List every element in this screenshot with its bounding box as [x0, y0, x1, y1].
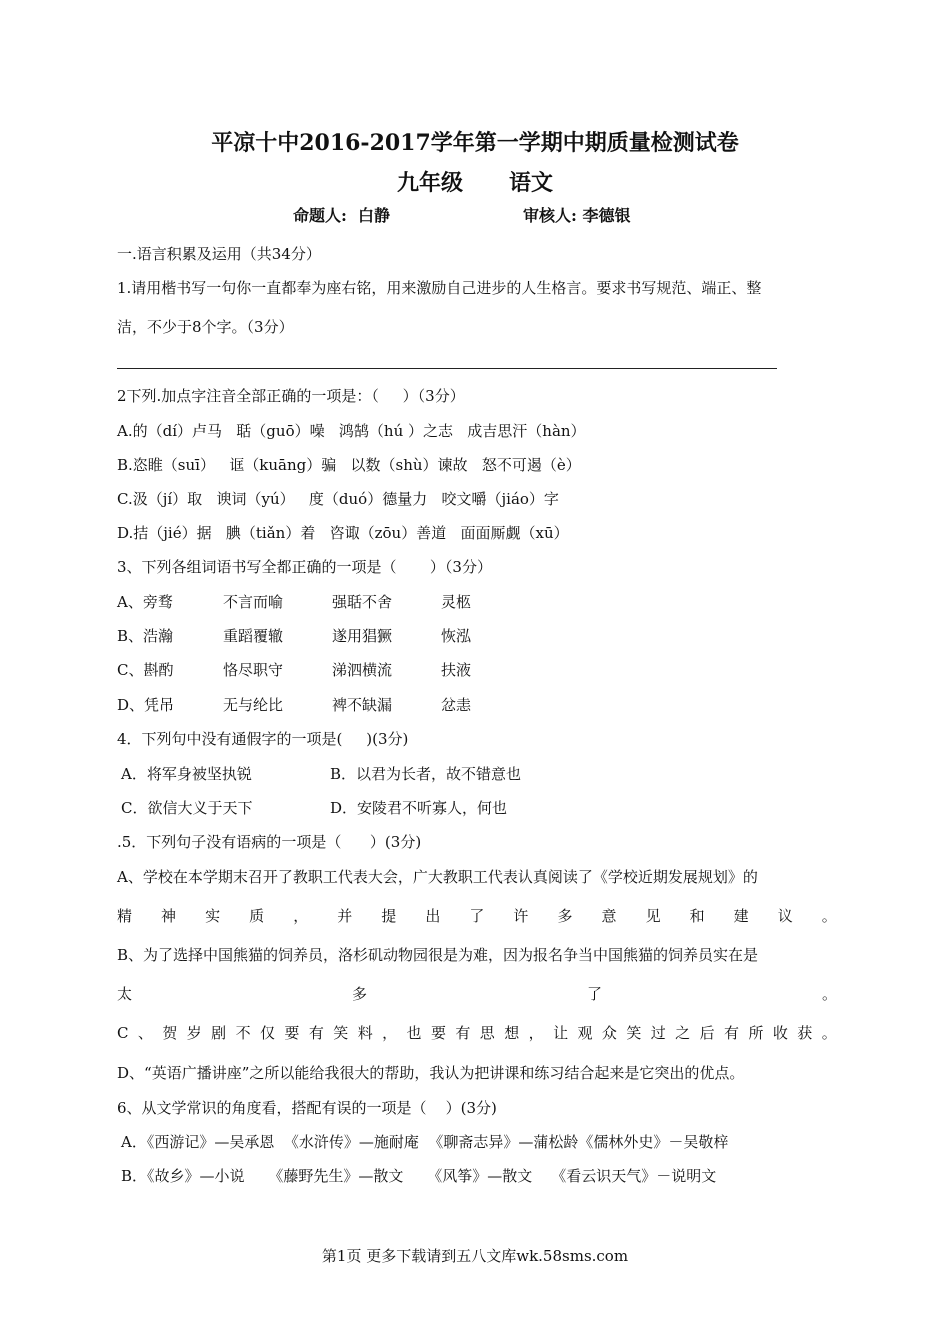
exam-title: 平凉十中2016-2017学年第一学期中期质量检测试卷 — [211, 130, 739, 156]
q4-stem: 4．下列句中没有通假字的一项是( )(3分) — [117, 730, 409, 748]
q6-stem: 6、从文学常识的角度看，搭配有误的一项是（ ）(3分) — [117, 1099, 497, 1117]
q4-option-c: C．欲信大义于天下 — [121, 799, 253, 817]
q3-option-a-word3: 灵柩 — [441, 593, 472, 611]
q3-option-d-word3: 忿恚 — [441, 696, 472, 714]
q3-option-b-word2: 遂用猖獗 — [332, 627, 393, 645]
reviewer-line: 审核人: 李德银 — [523, 206, 631, 225]
grade-label: 九年级 — [396, 170, 463, 196]
q5-option-a-line2: 精 神 实 质 ， 并 提 出 了 许 多 意 见 和 建 议 。 — [117, 907, 837, 925]
q2-option-c: C.汲（jí）取 谀词（yú） 度（duó）德量力 咬文嚼（jiáo）字 — [117, 490, 559, 508]
q3-option-c-label: C、斟酌 — [117, 661, 174, 679]
q6-option-a: A．《西游记》—吴承恩 《水浒传》—施耐庵 《聊斋志异》—蒲松龄《儒林外史》－吴敬梓 — [121, 1133, 729, 1151]
q3-stem: 3、下列各组词语书写全都正确的一项是（ ）（3分） — [117, 558, 492, 576]
q3-option-d-word1: 无与纶比 — [223, 696, 284, 714]
q3-option-b-word1: 重蹈覆辙 — [223, 627, 284, 645]
q5-option-a-line1: A、学校在本学期末召开了教职工代表大会，广大教职工代表认真阅读了《学校近期发展规划》的 — [117, 868, 758, 886]
q5-option-d: D、“英语广播讲座”之所以能给我很大的帮助，我认为把讲课和练习结合起来是它突出的优点。 — [117, 1064, 745, 1082]
page-footer: 第1页 更多下载请到五八文库wk.58sms.com — [321, 1247, 629, 1265]
q3-option-c-word3: 扶液 — [441, 661, 472, 679]
q3-option-a-word1: 不言而喻 — [223, 593, 284, 611]
author-line: 命题人: 白静 — [293, 206, 391, 225]
q2-option-a: A.的（dí）卢马 聒（guō）噪 鸿鹄（hú ）之志 成吉思汗（hàn） — [117, 422, 586, 440]
q2-option-b: B.恣睢（suī） 诓（kuāng）骗 以数（shù）谏故 怒不可遏（è） — [117, 456, 581, 474]
q5-option-b-line1: B、为了选择中国熊猫的饲养员，洛杉矶动物园很是为难，因为报名争当中国熊猫的饲养员实在是 — [117, 946, 759, 964]
q6-option-b: B．《故乡》—小说 《藤野先生》—散文 《风筝》—散文 《看云识天气》－说明文 — [121, 1167, 717, 1185]
q3-option-b-word3: 恢泓 — [441, 627, 472, 645]
q5-option-c: C 、 贺 岁 剧 不 仅 要 有 笑 料 ， 也 要 有 思 想 ， 让 观 众 笑 过 之 后 有 所 收 获 。 — [117, 1024, 837, 1042]
q4-option-d: D．安陵君不听寡人，何也 — [330, 799, 508, 817]
q4-option-b: B．以君为长者，故不错意也 — [330, 765, 522, 783]
section-heading: 一.语言积累及运用（共34分） — [117, 245, 321, 263]
q3-option-d-label: D、凭吊 — [117, 696, 175, 714]
q3-option-a-word2: 强聒不舍 — [332, 593, 393, 611]
q4-option-a: A．将军身被坚执锐 — [121, 765, 252, 783]
q3-option-b-label: B、浩瀚 — [117, 627, 174, 645]
q3-option-c-word2: 涕泗横流 — [332, 661, 393, 679]
q1-line2: 洁，不少于8个字。（3分） — [117, 318, 294, 336]
q5-option-b-line2: 太 多 了 。 — [117, 985, 837, 1003]
q3-option-a-label: A、旁骛 — [117, 593, 173, 611]
q2-option-d: D.拮（jié）据 腆（tiǎn）着 咨诹（zōu）善道 面面厮觑（xū） — [117, 524, 569, 542]
q1-line1: 1.请用楷书写一句你一直都奉为座右铭，用来激励自己进步的人生格言。要求书写规范、端正、整 — [117, 279, 762, 297]
q5-stem: .5．下列句子没有语病的一项是（ ）(3分) — [117, 833, 422, 851]
q3-option-d-word2: 裨不缺漏 — [332, 696, 393, 714]
exam-subtitle — [0, 166, 950, 197]
subject-label: 语文 — [509, 170, 554, 196]
q3-option-c-word1: 恪尽职守 — [223, 661, 284, 679]
answer-line — [117, 368, 777, 369]
q2-stem: 2下列.加点字注音全部正确的一项是：（ ）（3分） — [117, 387, 465, 405]
